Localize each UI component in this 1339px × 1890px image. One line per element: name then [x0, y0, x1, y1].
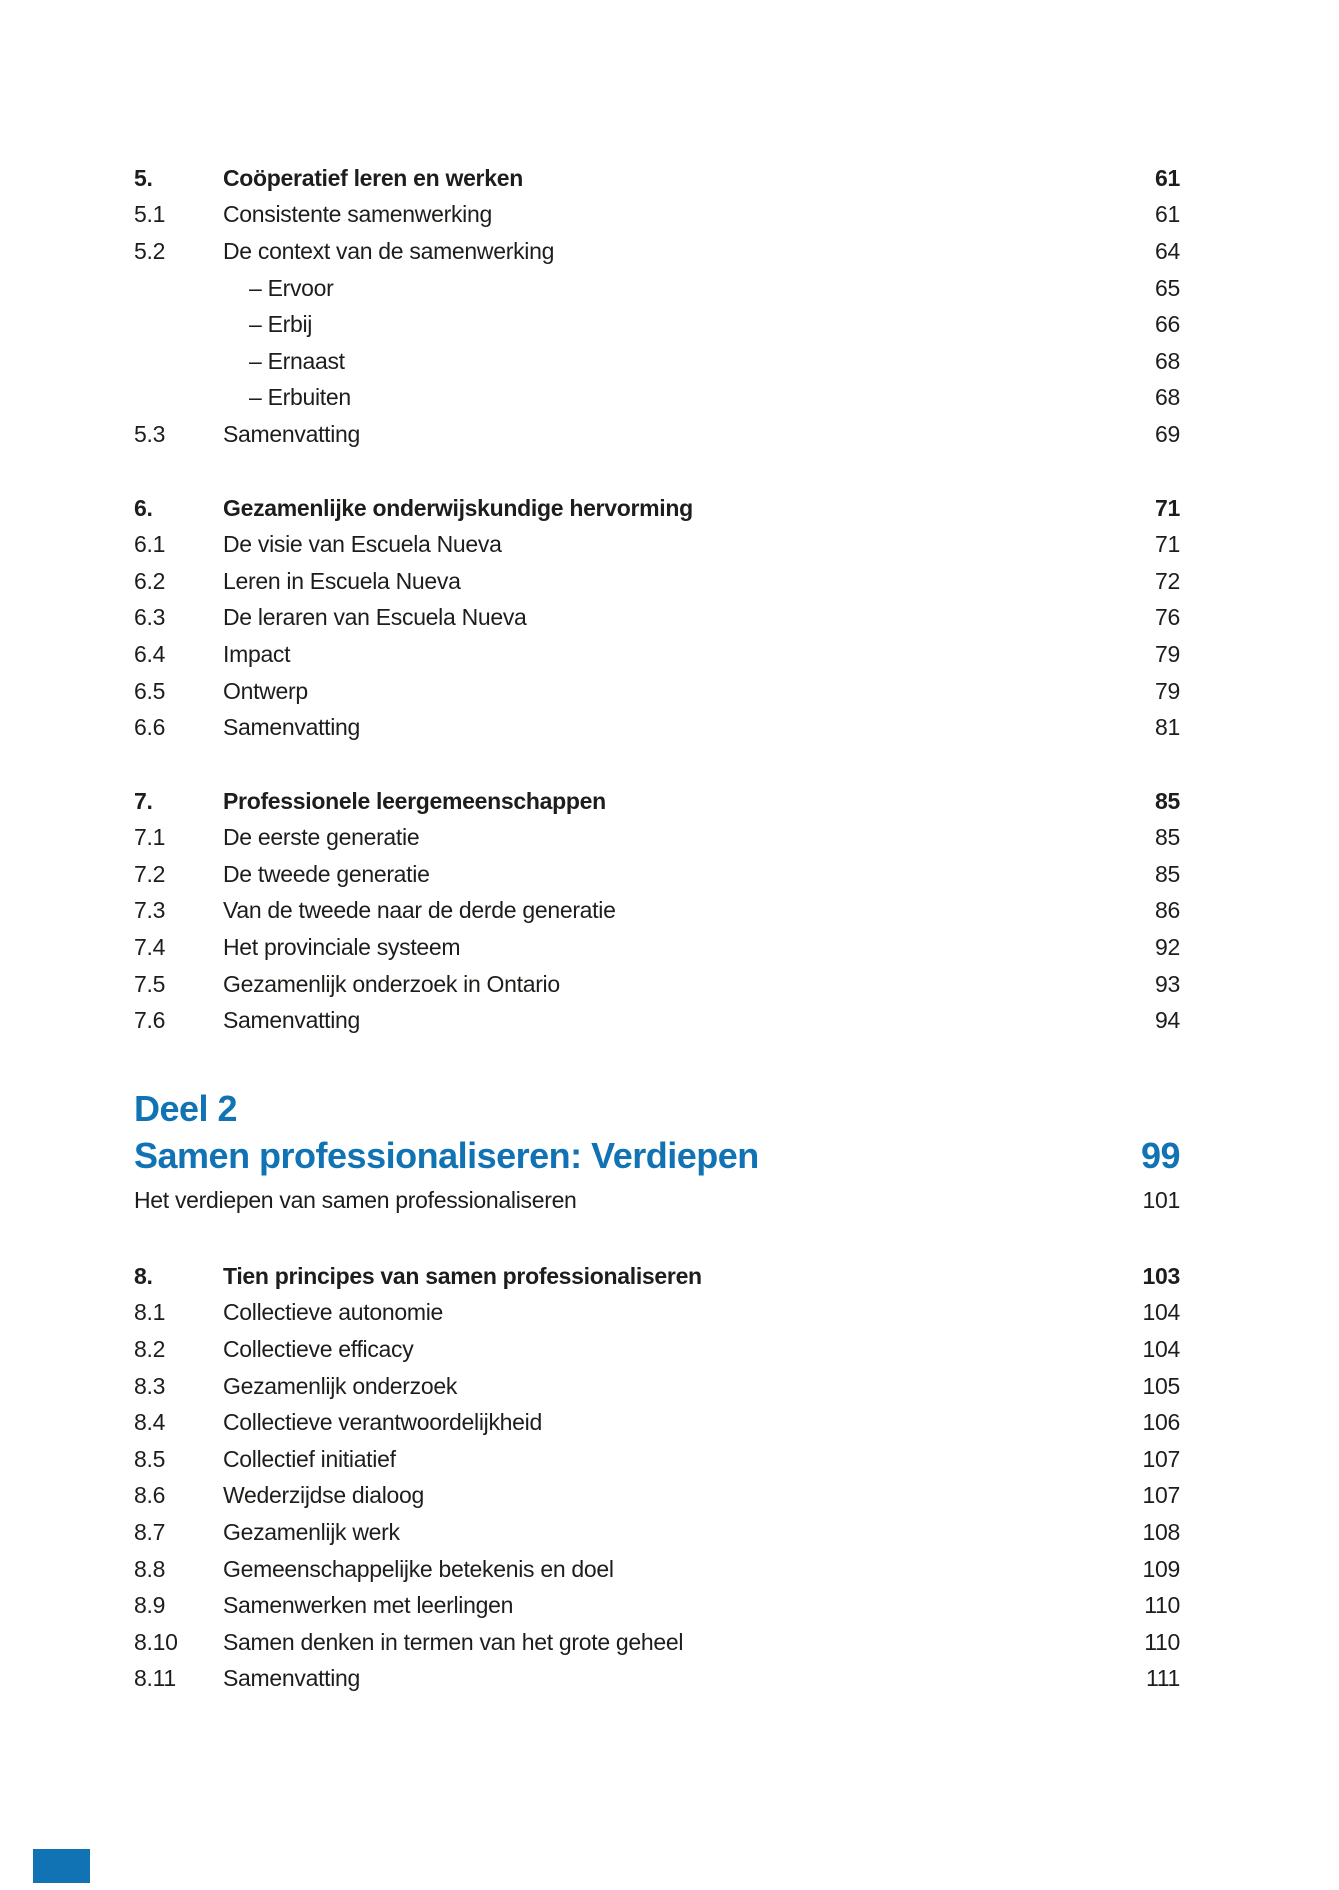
- toc-entry-number: 8.6: [134, 1482, 166, 1509]
- toc-entry-page: 68: [1155, 347, 1180, 374]
- toc-entry-title: Gezamenlijk onderzoek in Ontario: [223, 970, 560, 997]
- toc-entry-page: 65: [1155, 274, 1180, 301]
- toc-entry-page: 103: [1142, 1262, 1180, 1289]
- toc-entry-title: – Erbuiten: [249, 384, 351, 411]
- toc-entry-page: 61: [1155, 164, 1180, 191]
- toc-entry-page: 81: [1155, 714, 1180, 741]
- toc-entry-page: 109: [1142, 1555, 1180, 1582]
- toc-row: [134, 343, 1180, 380]
- toc-entry-title: Wederzijdse dialoog: [223, 1482, 424, 1509]
- toc-entry-number: 6.3: [134, 604, 166, 631]
- toc-row: [134, 600, 1180, 637]
- toc-chapter-block: [134, 783, 1180, 1039]
- toc-row: [134, 270, 1180, 307]
- toc-entry-number: 8.3: [134, 1372, 166, 1399]
- toc-row: [134, 893, 1180, 930]
- toc-entry-page: 106: [1142, 1409, 1180, 1436]
- part-subtitle-row: [134, 1179, 1180, 1221]
- toc-entry-page: 85: [1155, 787, 1180, 814]
- toc-entry-title: Collectieve verantwoordelijkheid: [223, 1409, 542, 1436]
- toc-entry-title: Collectieve autonomie: [223, 1299, 443, 1326]
- toc-entry-title: Samen denken in termen van het grote geheel: [223, 1628, 684, 1655]
- toc-entry-page: 92: [1155, 934, 1180, 961]
- toc-entry-number: 6.: [134, 494, 153, 521]
- part-page: 99: [1140, 1135, 1180, 1177]
- toc-entry-number: 6.1: [134, 531, 166, 558]
- toc-entry-title: Gezamenlijk onderzoek: [223, 1372, 458, 1399]
- toc-row: [134, 490, 1180, 527]
- toc-entry-number: 6.6: [134, 714, 166, 741]
- toc-row: [134, 1478, 1180, 1515]
- toc-entry-number: 7.4: [134, 934, 166, 961]
- toc-entry-number: 6.2: [134, 567, 166, 594]
- toc-entry-number: 8.1: [134, 1299, 166, 1326]
- toc-row: [134, 1295, 1180, 1332]
- toc-entry-number: 8.8: [134, 1555, 166, 1582]
- toc-row: [134, 526, 1180, 563]
- toc-entry-page: 107: [1142, 1445, 1180, 1472]
- toc-row: [134, 856, 1180, 893]
- toc-entry-title: Coöperatief leren en werken: [223, 164, 523, 191]
- part-divider: [134, 1085, 1180, 1221]
- part-subtitle: Het verdiepen van samen professionaliseren: [134, 1187, 577, 1214]
- toc-entry-title: Professionele leergemeenschappen: [223, 787, 606, 814]
- toc-entry-number: 7.6: [134, 1007, 166, 1034]
- toc-row: [134, 1624, 1180, 1661]
- toc-entry-number: 7.2: [134, 860, 166, 887]
- toc-entry-page: 107: [1142, 1482, 1180, 1509]
- toc-entry-number: 7.1: [134, 824, 166, 851]
- toc-row: [134, 233, 1180, 270]
- toc-entry-title: Samenvatting: [223, 714, 361, 741]
- toc-entry-number: 8.7: [134, 1519, 166, 1546]
- toc-row: [134, 1331, 1180, 1368]
- toc-entry-title: Ontwerp: [223, 677, 308, 704]
- part-title-row: [134, 1132, 1180, 1179]
- toc-entry-title: De context van de samenwerking: [223, 237, 555, 264]
- toc-entry-title: Leren in Escuela Nueva: [223, 567, 461, 594]
- toc-row: [134, 306, 1180, 343]
- toc-entry-title: Samenvatting: [223, 1665, 361, 1692]
- toc-row: [134, 1258, 1180, 1295]
- toc-row: [134, 673, 1180, 710]
- toc-chapter-block: [134, 160, 1180, 453]
- toc-entry-number: 5.1: [134, 201, 166, 228]
- toc-entry-number: 8.11: [134, 1665, 176, 1692]
- toc-row: [134, 160, 1180, 197]
- toc-entry-title: – Erbij: [249, 311, 313, 338]
- toc-entry-number: 6.5: [134, 677, 166, 704]
- toc-entry-title: De visie van Escuela Nueva: [223, 531, 502, 558]
- toc-row: [134, 1551, 1180, 1588]
- toc-entry-page: 68: [1155, 384, 1180, 411]
- toc-entry-page: 85: [1155, 860, 1180, 887]
- toc-entry-page: 79: [1155, 640, 1180, 667]
- toc-row: [134, 416, 1180, 453]
- toc-entry-page: 111: [1145, 1665, 1180, 1692]
- toc-entry-page: 110: [1144, 1592, 1180, 1619]
- toc-entry-number: 8.4: [134, 1409, 166, 1436]
- toc-entry-page: 76: [1155, 604, 1180, 631]
- toc-entry-number: 8.10: [134, 1628, 178, 1655]
- toc-entry-title: Samenvatting: [223, 1007, 361, 1034]
- toc-entry-page: 79: [1155, 677, 1180, 704]
- toc-entry-title: Samenvatting: [223, 420, 361, 447]
- toc-row: [134, 929, 1180, 966]
- toc-entry-title: Gezamenlijk werk: [223, 1519, 400, 1546]
- toc-entry-page: 61: [1155, 201, 1180, 228]
- toc-entry-number: 8.2: [134, 1336, 166, 1363]
- toc-entry-title: – Ervoor: [249, 274, 334, 301]
- toc-chapter-block: [134, 1258, 1180, 1697]
- toc-entry-title: Consistente samenwerking: [223, 201, 492, 228]
- part-title: Samen professionaliseren: Verdiepen: [134, 1135, 759, 1177]
- toc-row: [134, 1404, 1180, 1441]
- toc-row: [134, 197, 1180, 234]
- toc-row: [134, 966, 1180, 1003]
- toc-entry-title: Impact: [223, 640, 291, 667]
- toc-entry-number: 5.3: [134, 420, 166, 447]
- toc-entry-number: 8.: [134, 1262, 153, 1289]
- toc-entry-title: Collectief initiatief: [223, 1445, 396, 1472]
- toc-row: [134, 709, 1180, 746]
- toc-entry-page: 71: [1155, 494, 1180, 521]
- toc-entry-number: 5.2: [134, 237, 166, 264]
- toc-row: [134, 380, 1180, 417]
- toc-entry-page: 105: [1142, 1372, 1180, 1399]
- toc-entry-title: Tien principes van samen professionaliseren: [223, 1262, 702, 1289]
- toc-entry-number: 8.5: [134, 1445, 166, 1472]
- toc-entry-page: 71: [1155, 531, 1180, 558]
- toc-entry-page: 86: [1155, 897, 1180, 924]
- toc-entry-page: 72: [1155, 567, 1180, 594]
- toc-row: [134, 820, 1180, 857]
- toc-entry-page: 104: [1142, 1336, 1180, 1363]
- part-subtitle-page: 101: [1142, 1187, 1180, 1214]
- toc-entry-title: – Ernaast: [249, 347, 345, 374]
- toc-row: [134, 1514, 1180, 1551]
- toc-entry-title: De eerste generatie: [223, 824, 420, 851]
- toc-entry-title: De leraren van Escuela Nueva: [223, 604, 527, 631]
- toc-entry-title: De tweede generatie: [223, 860, 430, 887]
- toc-row: [134, 1587, 1180, 1624]
- toc-row: [134, 1661, 1180, 1698]
- toc-entry-number: 7.3: [134, 897, 166, 924]
- toc-entry-title: Van de tweede naar de derde generatie: [223, 897, 616, 924]
- toc-entry-page: 85: [1155, 824, 1180, 851]
- toc-entry-title: Gezamenlijke onderwijskundige hervorming: [223, 494, 693, 521]
- toc-entry-page: 93: [1155, 970, 1180, 997]
- toc-entry-title: Samenwerken met leerlingen: [223, 1592, 514, 1619]
- toc-entry-number: 7.5: [134, 970, 166, 997]
- toc-row: [134, 563, 1180, 600]
- toc-entry-title: Collectieve efficacy: [223, 1336, 414, 1363]
- toc-entry-page: 94: [1155, 1007, 1180, 1034]
- toc-entry-page: 108: [1142, 1519, 1180, 1546]
- toc-entry-title: Het provinciale systeem: [223, 934, 461, 961]
- toc-chapter-block: [134, 490, 1180, 746]
- toc-entry-page: 66: [1155, 311, 1180, 338]
- toc-row: [134, 783, 1180, 820]
- toc-entry-number: 6.4: [134, 640, 166, 667]
- toc-row: [134, 1368, 1180, 1405]
- toc-entry-page: 64: [1155, 237, 1180, 264]
- toc-entry-number: 5.: [134, 164, 153, 191]
- part-label: Deel 2: [134, 1088, 238, 1130]
- toc-entry-number: 8.9: [134, 1592, 166, 1619]
- toc-entry-page: 104: [1142, 1299, 1180, 1326]
- toc-row: [134, 636, 1180, 673]
- toc-row: [134, 1002, 1180, 1039]
- page-corner-marker: [33, 1849, 90, 1883]
- toc-entry-page: 110: [1144, 1628, 1180, 1655]
- toc-entry-title: Gemeenschappelijke betekenis en doel: [223, 1555, 614, 1582]
- toc-row: [134, 1441, 1180, 1478]
- toc-entry-page: 69: [1155, 420, 1180, 447]
- toc-entry-number: 7.: [134, 787, 153, 814]
